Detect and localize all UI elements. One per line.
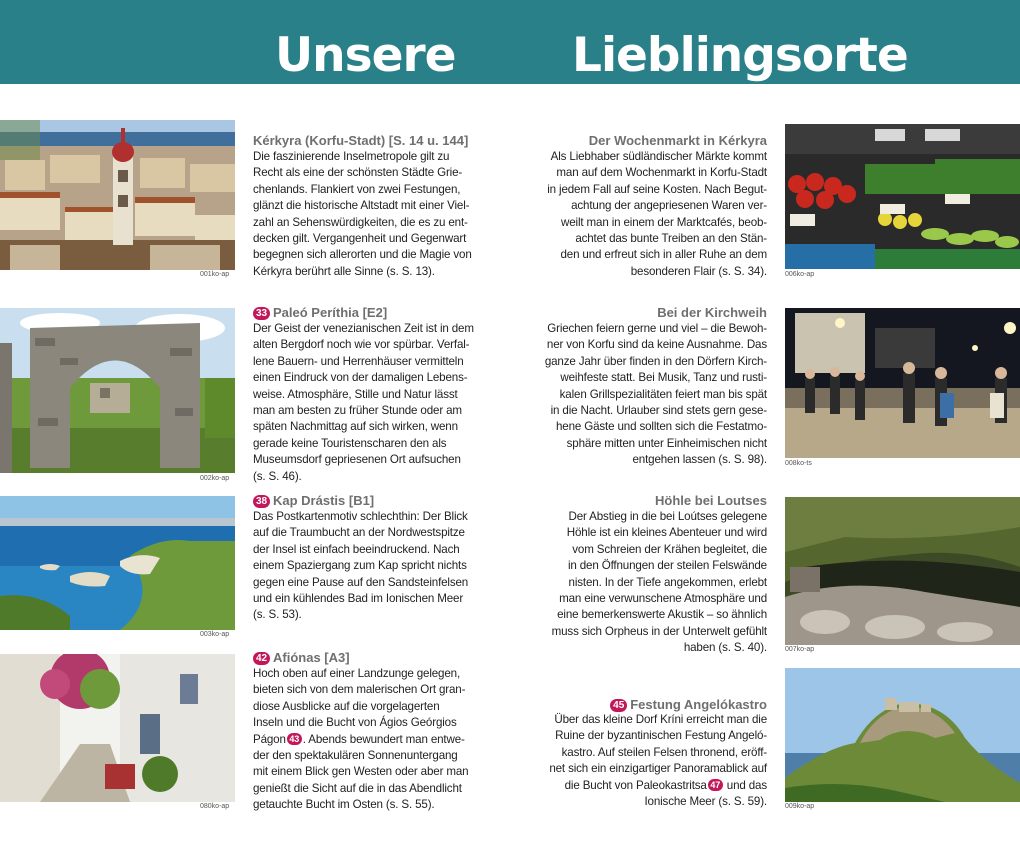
map-number-badge: 43 — [287, 733, 302, 745]
entry-heading: Der Wochenmarkt in Kérkyra — [588, 133, 767, 148]
entry-heading: Kérkyra (Korfu-Stadt) [S. 14 u. 144] — [253, 133, 469, 148]
map-number-badge: 38 — [253, 495, 270, 508]
map-number-badge: 47 — [708, 779, 723, 791]
photo-credit: 080ko-ap — [200, 803, 230, 810]
entry-heading: Höhle bei Loutses — [655, 493, 767, 508]
entry-heading: Bei der Kirchweih — [657, 305, 767, 320]
photo-hoehle — [785, 497, 1020, 645]
entry-text: Die faszinierende Inselmetropole gilt zu Recht als eine der schönsten Städte Grie- chenlands. Flankiert von zwei Festungen, glänzt die historische Altstadt mit einer Viel- zahl an Sehenswürdigkeiten, die es zu ent- decken gilt. Vergangenheit und Gegenwart begegnen sich allerorten und die Magie von Kérkyra berührt alle Sinne (s. S. 13). — [253, 150, 472, 278]
photo-credit: 008ko-ts — [785, 460, 812, 467]
photo-kerkyra — [0, 120, 235, 270]
photo-angelokastro — [785, 668, 1020, 802]
entry-text: Der Geist der venezianischen Zeit ist in dem alten Bergdorf noch wie vor spürbar. Verfal- lene Bauern- und Herrenhäuser vermitteln einen Eindruck von der damaligen Lebens- weise. Atmosphäre, Stille und Natur lässt man am besten zu früher Stunde oder am späten Nachmittag auf sich wirken, wenn gerade keine Touristenscharen den als Museumsdorf gepriesenen Ort aufsuchen (s. S. 46). — [253, 322, 474, 483]
title-left: Unsere — [275, 28, 456, 83]
entry-heading: 33 Paleó Períthia [E2] — [253, 305, 387, 320]
entry-text: Als Liebhaber südländischer Märkte kommt man auf dem Wochenmarkt in Korfu-Stadt in jedem Fall auf seine Kosten. Nach Begut- achtung der angepriesenen Waren ver- weilt man in einem der Marktcafés, beob- achtet das bunte Treiben an den Stän- den und erfreut sich in aller Ruhe an dem besonderen Flair (s. S. 34). — [547, 150, 767, 278]
photo-credit: 003ko-ap — [200, 631, 230, 638]
entry-text: Das Postkartenmotiv schlechthin: Der Blick auf die Traumbucht an der Nordwestspitze der Insel ist einfach beeindruckend. Nach einem Spaziergang zum Kap spricht nichts gegen eine Pause auf den Sandsteinfelsen und ein kühlendes Bad im Ionischen Meer (s. S. 53). — [253, 510, 469, 622]
header-banner — [0, 0, 1020, 84]
entry-text: Griechen feiern gerne und viel – die Bewoh- ner von Korfu sind da keine Ausnahme. Das ganze Jahr über finden in den Dörfern Kirch- weihfeste statt. Bei Musik, Tanz und rusti- kalen Grillspezialitäten feiert man bis spät in die Nacht. Urlauber sind stets gern gese- hene Gäste und sollten sich die Festatmo- sphäre mitten unter Einheimischen nicht entgehen lassen (s. S. 98). — [544, 322, 767, 467]
photo-paleo-perithia — [0, 308, 235, 473]
title-right: Lieblingsorte — [572, 28, 908, 83]
photo-credit: 002ko-ap — [200, 475, 230, 482]
photo-afionas — [0, 654, 235, 802]
photo-credit: 007ko-ap — [785, 646, 815, 653]
photo-credit: 009ko-ap — [785, 803, 815, 810]
photo-kap-drastis — [0, 496, 235, 630]
entry-text: Der Abstieg in die bei Loútses gelegene Höhle ist ein kleines Abenteuer und wird vom Schreien der Krähen begleitet, die in den Öffnungen der steilen Felswände nisten. In der Tiefe angekommen, erlebt man eine verwunschene Atmosphäre und eine bemerkenswerte Akustik – so ähnlich muss sich Orpheus in der Unterwelt gefühlt haben (s. S. 40). — [551, 510, 767, 655]
photo-credit: 006ko-ap — [785, 271, 815, 278]
photo-wochenmarkt — [785, 124, 1020, 269]
map-number-badge: 42 — [253, 652, 270, 665]
photo-kirchweih — [785, 308, 1020, 458]
map-number-badge: 45 — [610, 699, 627, 712]
entry-heading: 42 Afiónas [A3] — [253, 650, 350, 665]
photo-credit: 001ko-ap — [200, 271, 230, 278]
entry-heading: 45 Festung Angelókastro — [610, 697, 767, 712]
map-number-badge: 33 — [253, 307, 270, 320]
entry-text: Über das kleine Dorf Kríni erreicht man die Ruine der byzantinischen Festung Angeló- kastro. Auf steilen Felsen thronend, eröff- net sich ein einzigartiger Panoramablick auf die Bucht von Paleokastritsa 47 und das Ionische Meer (s. S. 59). — [549, 713, 767, 809]
entry-heading: 38 Kap Drástis [B1] — [253, 493, 374, 508]
entry-text: Hoch oben auf einer Landzunge gelegen, bieten sich von dem malerischen Ort gran- diose Ausblicke auf die vorgelagerten Inseln und die Bucht von Ágios Geórgios Págon 43 . Abends bewundert man entwe- der den spektakulären Sonnenuntergang mit einem Blick gen Westen oder aber man genießt die Sicht auf die in das Abendlicht getauchte Bucht im Osten (s. S. 55). — [253, 667, 469, 812]
